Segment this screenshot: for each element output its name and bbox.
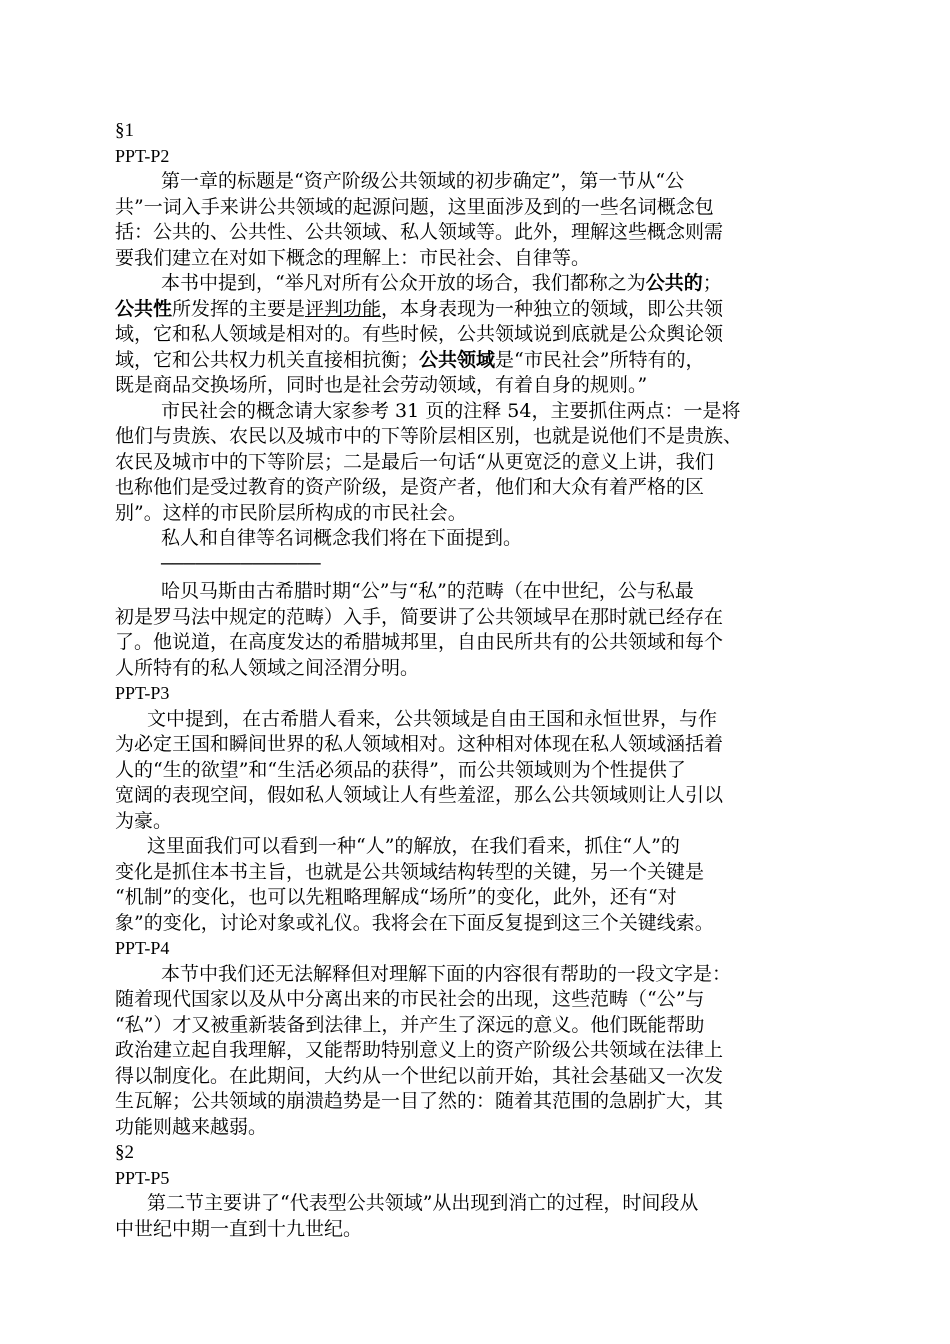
text-line: 第二节主要讲了“代表型公共领域”从出现到消亡的过程，时间段从: [147, 1192, 699, 1214]
text-line: 为必定王国和瞬间世界的私人领域相对。这种相对体现在私人领域涵括着: [115, 733, 724, 755]
section-marker-2: §2: [115, 1142, 134, 1163]
text-run: 所发挥的主要是: [172, 297, 306, 320]
text-line: 农民及城市中的下等阶层；二是最后一句话“从更宽泛的意义上讲，我们: [115, 450, 714, 473]
text-run: ；: [702, 272, 722, 294]
text-line: “私”）才又被重新装备到法律上，并产生了深远的意义。他们既能帮助: [115, 1013, 705, 1036]
paragraph-liberation: [115, 834, 835, 936]
text-line: 括：公共的、公共性、公共领域、私人领域等。此外，理解这些概念则需: [115, 221, 724, 243]
paragraph-modern-state: [115, 962, 835, 1141]
text-line: 人所特有的私人领域之间泾渭分明。: [115, 656, 420, 679]
bold-term: 公共领域: [419, 348, 496, 371]
text-line: 中世纪中期一直到十九世纪。: [115, 1217, 363, 1240]
ppt-label-p4: PPT-P4: [115, 938, 170, 958]
text-line: 初是罗马法中规定的范畴）入手，简要讲了公共领域早在那时就已经存在: [115, 605, 724, 628]
paragraph-habermas: [115, 579, 835, 681]
text-line: [115, 297, 835, 323]
text-line: 象”的变化，讨论对象或礼仪。我将会在下面反复提到这三个关键线索。: [115, 911, 714, 934]
text-line: 生瓦解；公共领域的崩溃趋势是一目了然的：随着其范围的急剧扩大，其: [115, 1090, 724, 1112]
text-line: 为豪。: [115, 809, 173, 832]
text-line: 域，它和私人领域是相对的。有些时候，公共领域说到底就是公众舆论领: [115, 323, 724, 345]
text-line: 别”。这样的市民阶层所构成的市民社会。: [115, 501, 467, 524]
text-line: 哈贝马斯由古希腊时期“公”与“私”的范畴（在中世纪，公与私最: [161, 580, 694, 602]
text-line: 功能则越来越弱。: [115, 1115, 268, 1138]
text-line: “机制”的变化，也可以先粗略理解成“场所”的变化，此外，还有“对: [115, 886, 677, 908]
text-line: 随着现代国家以及从中分离出来的市民社会的出现，这些范畴（“公”与: [115, 988, 705, 1010]
ppt-label-p3: PPT-P3: [115, 683, 170, 703]
text-line: 变化是抓住本书主旨，也就是公共领域结构转型的关键，另一个关键是: [115, 860, 705, 883]
text-line: 这里面我们可以看到一种“人”的解放，在我们看来，抓住“人”的: [147, 835, 680, 857]
paragraph-greek-view: [115, 707, 835, 835]
underlined-term: 评判功能: [305, 297, 382, 320]
text-line: 共”一词入手来讲公共领域的起源问题，这里面涉及到的一些名词概念包: [115, 195, 714, 218]
document-page: [115, 118, 835, 1242]
paragraph-definitions: [115, 271, 835, 399]
text-line: 市民社会的概念请大家参考 31 页的注释 54，主要抓住两点：一是将: [161, 399, 741, 422]
ppt-label-p5: PPT-P5: [115, 1167, 170, 1188]
text-line: 人的“生的欲望”和“生活必须品的获得”，而公共领域则为个性提供了: [115, 758, 686, 781]
section-marker-1: §1: [115, 120, 134, 141]
text-line: [115, 271, 835, 297]
text-run: ，本身表现为一种独立的领域，即公共领: [381, 297, 724, 320]
text-line: 要我们建立在对如下概念的理解上：市民社会、自律等。: [115, 246, 591, 269]
text-line: 宽阔的表现空间，假如私人领域让人有些羞涩，那么公共领域则让人引以: [115, 784, 724, 806]
text-run: 是“市民社会”所特有的，: [495, 348, 705, 371]
text-run: 域，它和公共权力机关直接相抗衡；: [115, 348, 420, 371]
text-line: 第一章的标题是“资产阶级公共领域的初步确定”，第一节从“公: [161, 170, 685, 192]
bold-term: 公共性: [115, 297, 173, 320]
bold-term: 公共的: [645, 272, 703, 294]
paragraph-civil-society: [115, 399, 835, 527]
ppt-label-p2: PPT-P2: [115, 145, 170, 166]
text-line: 他们与贵族、农民以及城市中的下等阶层相区别，也就是说他们不是贵族、: [115, 425, 743, 447]
separator-line: ——————————————: [161, 552, 321, 575]
text-line: 政治建立起自我理解，又能帮助特别意义上的资产阶级公共领域在法律上: [115, 1039, 724, 1061]
text-line: 文中提到，在古希腊人看来，公共领域是自由王国和永恒世界，与作: [147, 707, 718, 730]
text-line: 了。他说道，在高度发达的希腊城邦里，自由民所共有的公共领域和每个: [115, 631, 724, 653]
paragraph-intro: [115, 169, 835, 271]
text-line: 得以制度化。在此期间，大约从一个世纪以前开始，其社会基础又一次发: [115, 1064, 724, 1087]
text-line: 也称他们是受过教育的资产阶级，是资产者，他们和大众有着严格的区: [115, 476, 705, 498]
text-line: 既是商品交换场所，同时也是社会劳动领域，有着自身的规则。”: [115, 374, 648, 396]
text-line: 本节中我们还无法解释但对理解下面的内容很有帮助的一段文字是：: [161, 962, 732, 985]
text-line: [115, 348, 835, 374]
paragraph-representative: [115, 1191, 835, 1242]
text-run: 本书中提到，“举凡对所有公众开放的场合，我们都称之为: [161, 272, 646, 294]
paragraph-note: 私人和自律等名词概念我们将在下面提到。: [161, 527, 523, 549]
